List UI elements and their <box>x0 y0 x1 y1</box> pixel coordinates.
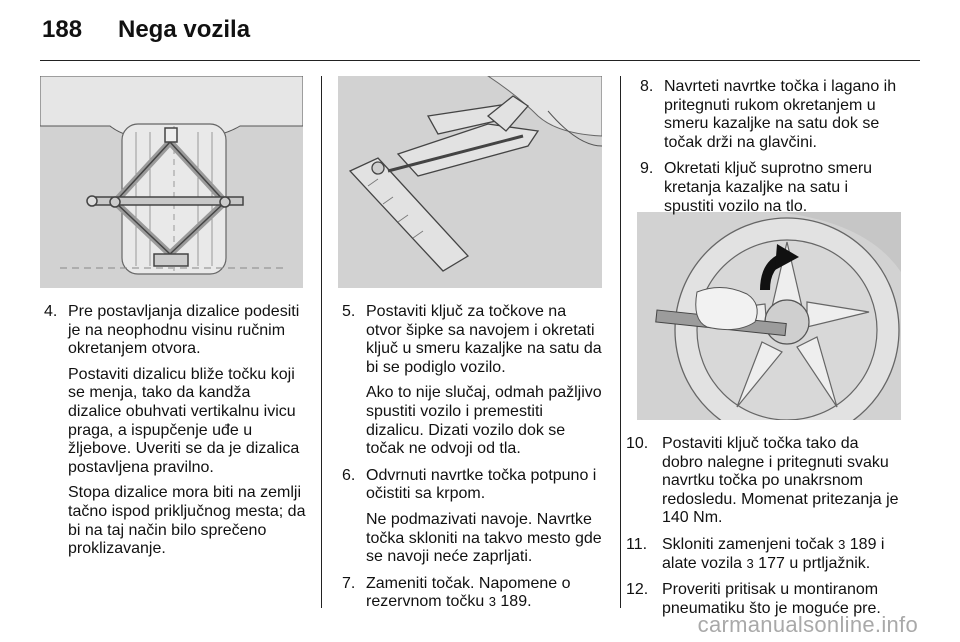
item-number: 8. <box>640 78 654 95</box>
instruction-list-col1 <box>44 303 306 567</box>
paragraph: Odvrnuti navrtke točka potpuno i očistiti sa krpom. <box>366 466 597 503</box>
page-title: Nega vozila <box>118 16 251 43</box>
page-ref[interactable]: 177 u prtljažnik. <box>753 554 871 572</box>
paragraph <box>662 536 902 573</box>
list-item <box>640 160 902 216</box>
paragraph: Okretati ključ suprotno smeru kretanja kazaljke na satu i spustiti vozilo na tlo. <box>664 160 873 215</box>
column-divider <box>620 76 621 608</box>
page-ref-arrow-icon: 3 <box>488 594 496 610</box>
item-number: 9. <box>640 160 654 178</box>
list-item <box>626 536 902 573</box>
item-number: 6. <box>342 466 356 484</box>
paragraph-text: Zameniti točak. Napomene o rezervnom točku <box>366 574 571 611</box>
instruction-list-col3-top <box>640 78 902 224</box>
paragraph: Ne podmazivati navoje. Navrtke točka skloniti na takvo mesto gde se navoji neće zaprljati. <box>366 510 602 566</box>
item-number: 10. <box>626 435 649 452</box>
page-ref-arrow-icon: 3 <box>746 555 754 571</box>
list-item <box>342 303 604 459</box>
paragraph: Postaviti dizalicu bliže točku koji se menja, tako da kandža dizalice obuhvati vertikalnu ivicu praga, a ispupčenje uđe u žljebove. Uveriti se da je dizalica postavljena pravilno. <box>68 365 300 476</box>
paragraph: Postaviti ključ točka tako da dobro nalegne i pritegnuti svaku navrtku točka po unakrsnom redosledu. Momenat pritezanja je 140 Nm. <box>662 435 899 527</box>
paragraph <box>366 575 604 612</box>
instruction-list-col3-bottom <box>626 435 902 626</box>
paragraph: Pre postavljanja dizalice podesiti je na neophodnu visinu ručnim okretanjem otvora. <box>68 303 300 358</box>
paragraph: Navrteti navrtke točka i lagano ih pritegnuti rukom okretanjem u smeru kazaljke na satu dok se točak drži na glavčini. <box>664 78 897 151</box>
page-ref[interactable]: 189 i alate vozila <box>662 535 885 572</box>
paragraph: Proveriti pritisak u montiranom pneumatiku što je moguće pre. <box>662 581 881 617</box>
wheel-wrench-illustration <box>637 212 901 420</box>
item-number: 12. <box>626 581 649 599</box>
paragraph-text: Skloniti zamenjeni točak <box>662 535 834 553</box>
item-number: 7. <box>342 574 356 592</box>
page-number: 188 <box>42 16 83 43</box>
item-number: 5. <box>342 303 356 320</box>
list-item <box>342 467 604 567</box>
paragraph: Postaviti ključ za točkove na otvor šipke sa navojem i okretati ključ u smeru kazaljke na satu da bi se podiglo vozilo. <box>366 303 602 376</box>
list-item <box>626 435 902 528</box>
list-item <box>44 303 306 559</box>
header-rule <box>40 60 920 61</box>
item-number: 11. <box>626 535 648 553</box>
paragraph: Ako to nije slučaj, odmah pažljivo spustiti vozilo i premestiti dizalicu. Dizati vozilo dok se točak ne odvoji od tla. <box>366 384 602 458</box>
item-number: 4. <box>44 303 58 320</box>
instruction-list-col2 <box>342 303 604 620</box>
column-divider <box>321 76 322 608</box>
jack-position-illustration <box>40 76 303 288</box>
page-header <box>0 0 960 60</box>
list-item <box>342 575 604 612</box>
paragraph: Stopa dizalice mora biti na zemlji tačno ispod priključnog mesta; da bi na taj način bilo sprečeno proklizavanje. <box>68 484 306 558</box>
jack-side-view-illustration <box>338 76 602 288</box>
page-ref-arrow-icon: 3 <box>838 536 846 552</box>
page-ref[interactable]: 189. <box>495 593 532 611</box>
watermark: carmanualsonline.info <box>697 612 918 637</box>
list-item <box>640 78 902 152</box>
